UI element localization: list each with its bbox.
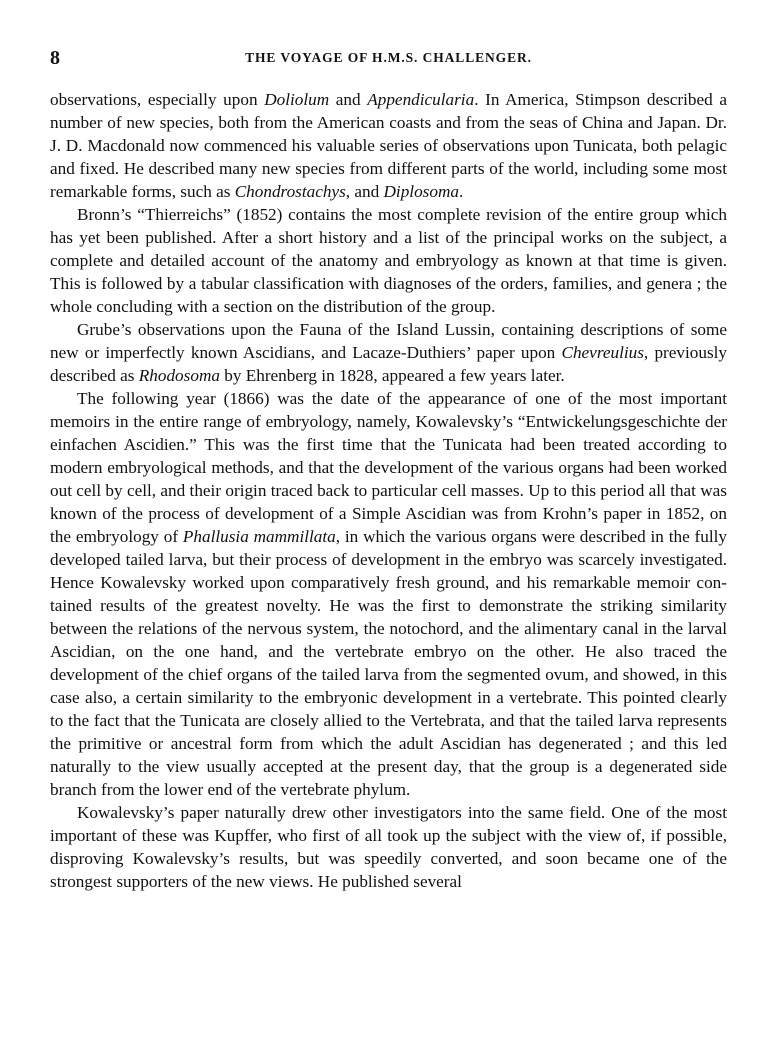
text-run: , in which the various organs were described in the fully developed tailed larva, but their process of development in the embryo was scarcely investigated. Hence Kowalevsky worked upon comparatively fresh ground, and his remarkable memoir contained results of the greatest novelty. He was the first to demonstrate the striking similarity between the relations of the nervous system, the notochord, and the alimentary canal in the larval Ascidian, on the one hand, and the vertebrate embryo on the other. He also traced the development of the chief organs of the tailed larva from the segmented ovum, and showed, in this case also, a certain similarity to the embryonic development in a vertebrate. This pointed clearly to the fact that the Tunicata are closely allied to the Vertebrata, and that the tailed larva represents the primitive or ancestral form from which the adult Ascidian has degenerated ; and this led naturally to the view usually accepted at the present day, that the group is a degenerated side branch from the lower end of the vertebrate phylum. (50, 527, 728, 799)
paragraph (50, 88, 727, 203)
italic-term: Chondrostachys (234, 182, 346, 201)
body-text (50, 88, 727, 893)
paragraph (50, 387, 727, 801)
paragraph (50, 203, 727, 318)
running-head (50, 44, 727, 72)
running-title: THE VOYAGE OF H.M.S. CHALLENGER. (245, 50, 532, 65)
text-run: Bronn’s “Thierreichs” (1852) contains the most complete revision of the entire group which has yet been published. After a short history and a list of the principal works on the subject, a complete and detailed account of the anatomy and embryology as known at that time is given. This is followed by a tabular classification with diagnoses of the orders, families, and genera ; the whole concluding with a section on the distribution of the group. (50, 205, 727, 316)
text-run: . In America, Stimpson described a number of new species, both from the American coasts and from the seas of China and Japan. Dr. J. D. Macdonald now commenced his valuable series of observations upon Tunicata, both pelagic and fixed. He described many new species from different parts of the world, including some most remarkable forms, such as (50, 90, 727, 201)
italic-term: Rhodosoma (138, 366, 220, 385)
paragraph (50, 801, 727, 893)
text-run: by Ehrenberg in 1828, appeared a few years later. (219, 366, 565, 385)
text-run: , and (345, 182, 384, 201)
paragraph (50, 318, 727, 387)
text-run: The following year (1866) was the date of the appearance of one of the most important memoirs in the entire range of embryology, namely, Kowalevsky’s “Entwickelungsgeschichte der einfachen Ascidien.” This was the first time that the Tunicata had been treated according to modern embryological methods, and that the development of the various organs had been worked out cell by cell, and their origin traced back to particular cell masses. Up to this period all that was known of the process of development of a Simple Ascidian was from Krohn’s paper in 1852, on the embryology of (50, 389, 727, 546)
text-run: , previously described as (50, 343, 728, 385)
italic-term: Diplosoma (383, 182, 459, 201)
italic-term: Chevreulius (561, 343, 644, 362)
book-page (50, 44, 727, 893)
text-run: observations, especially upon (50, 90, 265, 109)
text-run: Kowalevsky’s paper naturally drew other investigators into the same field. One of the most important of these was Kupffer, who first of all took up the subject with the view of, if possible, disproving Kowalevsky’s results, but was speedily converted, and soon became one of the strongest supporters of the new views. He published several (50, 803, 727, 891)
italic-term: Doliolum (264, 90, 330, 109)
text-run: Grube’s observations upon the Fauna of the Island Lussin, containing descriptions of some new or imperfectly known Ascidians, and Lacaze-Duthiers’ paper upon (50, 320, 727, 362)
italic-term: Appendicularia (367, 90, 475, 109)
italic-term: Phallusia mammillata (182, 527, 336, 546)
text-run: . (458, 182, 464, 201)
text-run: and (329, 90, 368, 109)
page-number: 8 (50, 47, 60, 69)
